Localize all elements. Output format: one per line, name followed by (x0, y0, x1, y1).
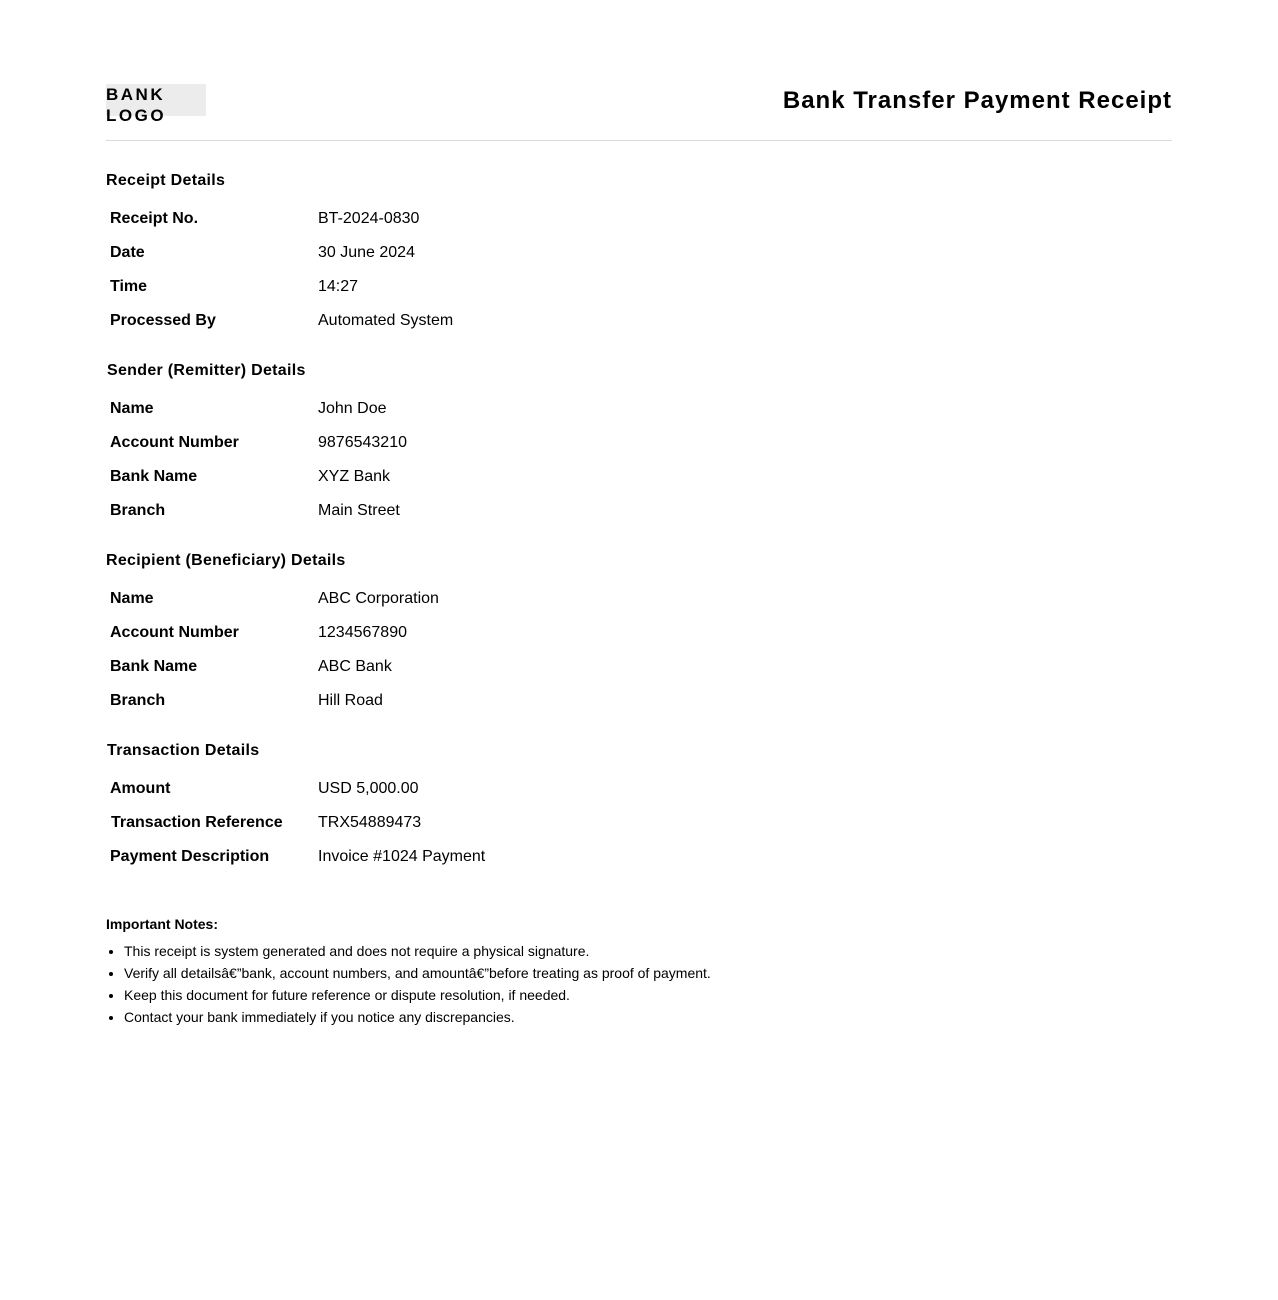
recipient-bank-label: Bank Name (110, 658, 198, 675)
recipient-bank-value: ABC Bank (318, 658, 392, 675)
sender-branch-label: Branch (110, 502, 166, 519)
processed-by-label: Processed By (110, 312, 216, 329)
payment-description-value: Invoice #1024 Payment (318, 848, 486, 865)
recipient-branch-label: Branch (110, 692, 166, 709)
important-notes-list (106, 940, 711, 1028)
note-item: • This receipt is system generated and does not require a physical signature. (124, 940, 711, 962)
receipt-time-label: Time (110, 278, 148, 295)
sender-details-heading: Sender (Remitter) Details (107, 362, 306, 379)
receipt-header (106, 78, 1172, 141)
page-title: Bank Transfer Payment Receipt (782, 87, 1172, 114)
bank-logo-text: BANK LOGO (106, 85, 167, 125)
payment-description-label: Payment Description (110, 848, 270, 865)
receipt-time-value: 14:27 (318, 278, 359, 295)
amount-value: USD 5,000.00 (318, 780, 419, 797)
receipt-date-label: Date (110, 244, 145, 261)
receipt-no-value: BT-2024-0830 (318, 210, 420, 227)
recipient-branch-value: Hill Road (318, 692, 383, 709)
receipt-details-heading: Receipt Details (106, 172, 226, 189)
amount-label: Amount (110, 780, 171, 797)
recipient-details-heading: Recipient (Beneficiary) Details (106, 552, 346, 569)
recipient-account-value: 1234567890 (318, 624, 407, 641)
recipient-name-value: ABC Corporation (318, 590, 439, 607)
note-item: • Verify all detailsâ€”bank, account numbers, and amountâ€”before treating as proof of payment. (124, 962, 711, 984)
receipt-no-label: Receipt No. (110, 210, 199, 227)
bank-logo (106, 84, 206, 125)
important-notes-heading: Important Notes: (106, 916, 218, 932)
sender-account-label: Account Number (110, 434, 239, 451)
transaction-reference-label: Transaction Reference (111, 814, 283, 831)
recipient-account-label: Account Number (110, 624, 239, 641)
sender-name-label: Name (110, 400, 154, 417)
receipt-date-value: 30 June 2024 (318, 244, 415, 261)
note-item: • Keep this document for future reference or dispute resolution, if needed. (124, 984, 711, 1006)
sender-branch-value: Main Street (318, 502, 400, 519)
processed-by-value: Automated System (318, 312, 454, 329)
transaction-details-heading: Transaction Details (107, 742, 260, 759)
sender-bank-value: XYZ Bank (318, 468, 391, 485)
sender-name-value: John Doe (318, 400, 387, 417)
recipient-name-label: Name (110, 590, 154, 607)
transaction-reference-value: TRX54889473 (318, 814, 422, 831)
sender-account-value: 9876543210 (318, 434, 407, 451)
note-item: • Contact your bank immediately if you notice any discrepancies. (124, 1006, 711, 1028)
sender-bank-label: Bank Name (110, 468, 198, 485)
